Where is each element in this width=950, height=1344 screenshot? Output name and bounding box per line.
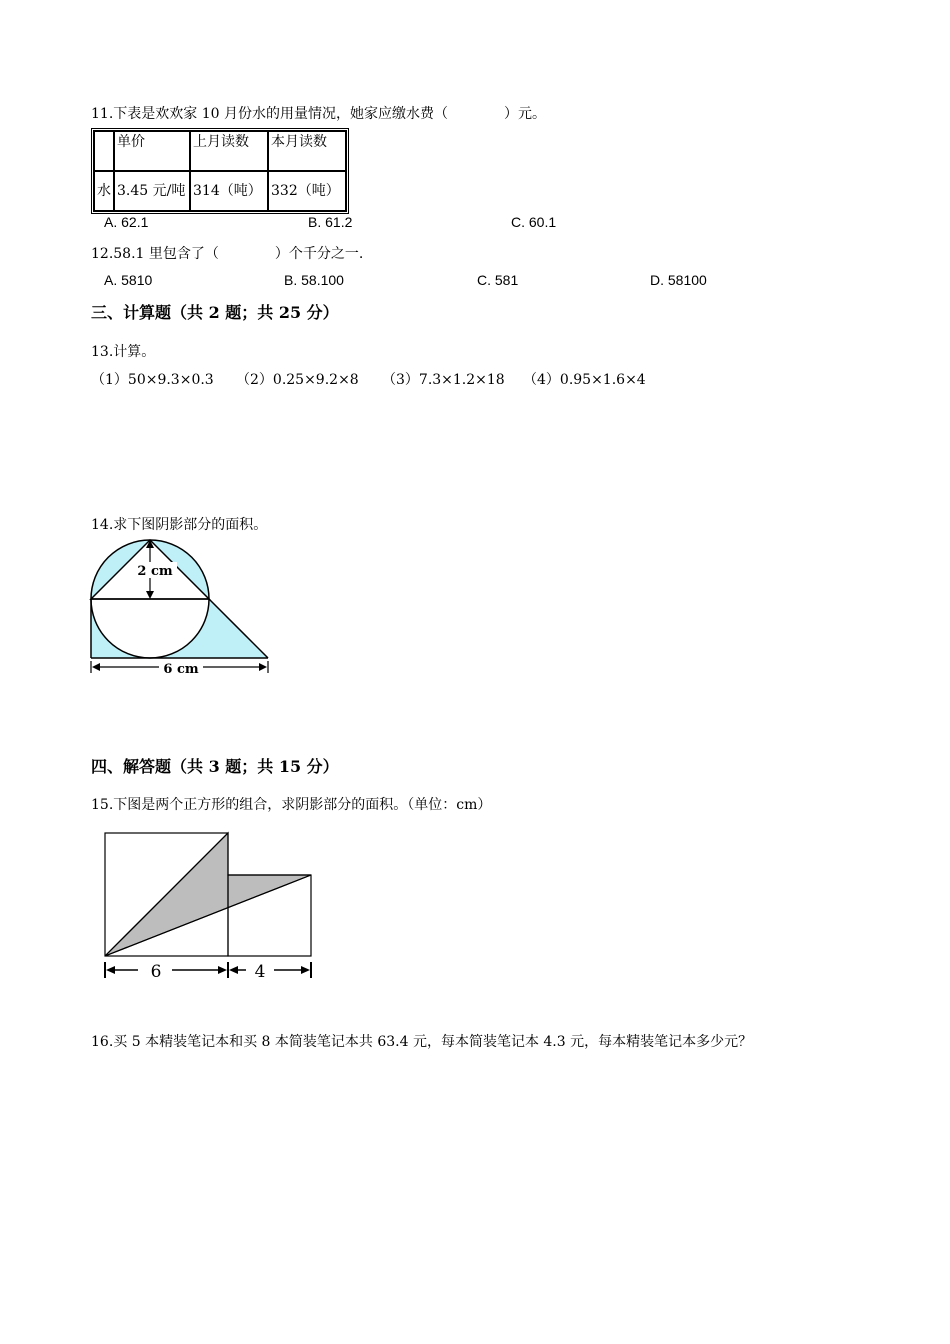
table-cell: 3.45 元/吨 — [114, 171, 190, 211]
q15-right-label: 4 — [254, 962, 266, 982]
table-cell: 水 — [94, 171, 114, 211]
q11-option-b[interactable]: B. 61.2 — [308, 214, 353, 230]
table-cell: 332（吨） — [268, 171, 346, 211]
q12-option-b[interactable]: B. 58.100 — [284, 272, 344, 288]
table-cell: 314（吨） — [190, 171, 268, 211]
q14-height-label: 2 cm — [137, 564, 173, 579]
q11-option-c[interactable]: C. 60.1 — [511, 214, 557, 230]
table-header-cell: 本月读数 — [268, 131, 346, 171]
q12-option-c[interactable]: C. 581 — [477, 272, 519, 288]
q14-stem: 14.求下图阴影部分的面积。 — [91, 517, 268, 533]
q12-option-a[interactable]: A. 5810 — [104, 272, 153, 288]
q15-stem: 15.下图是两个正方形的组合，求阴影部分的面积。（单位：cm） — [91, 797, 492, 813]
q15-figure — [100, 828, 320, 983]
q13-item-3: （3）7.3×1.2×18 — [382, 372, 505, 388]
q15-left-label: 6 — [150, 962, 162, 982]
q13-item-4: （4）0.95×1.6×4 — [523, 372, 646, 388]
q13-item-2: （2）0.25×9.2×8 — [236, 372, 359, 388]
section-3-title: 三、计算题（共 2 题；共 25 分） — [91, 303, 339, 322]
q13-stem: 13.计算。 — [91, 344, 156, 360]
table-header-cell: 单价 — [114, 131, 190, 171]
q14-width-label: 6 cm — [163, 662, 199, 677]
section-4-title: 四、解答题（共 3 题；共 15 分） — [91, 757, 339, 776]
q15-shaded-triangle — [105, 833, 311, 956]
q14-figure — [85, 535, 280, 680]
table-header-cell — [94, 131, 114, 171]
table-header-cell: 上月读数 — [190, 131, 268, 171]
q16-stem: 16.买 5 本精装笔记本和买 8 本简装笔记本共 63.4 元，每本简装笔记本 4.3 元，每本精装笔记本多少元？ — [91, 1034, 753, 1050]
q13-item-1: （1）50×9.3×0.3 — [91, 372, 214, 388]
q11-option-a[interactable]: A. 62.1 — [104, 214, 149, 230]
water-usage-table — [91, 128, 349, 214]
q12-option-d[interactable]: D. 58100 — [650, 272, 707, 288]
q11-stem: 11.下表是欢欢家 10 月份水的用量情况，她家应缴水费（ ）元。 — [91, 106, 546, 122]
q12-stem: 12.58.1 里包含了（ ）个千分之一. — [91, 246, 364, 262]
